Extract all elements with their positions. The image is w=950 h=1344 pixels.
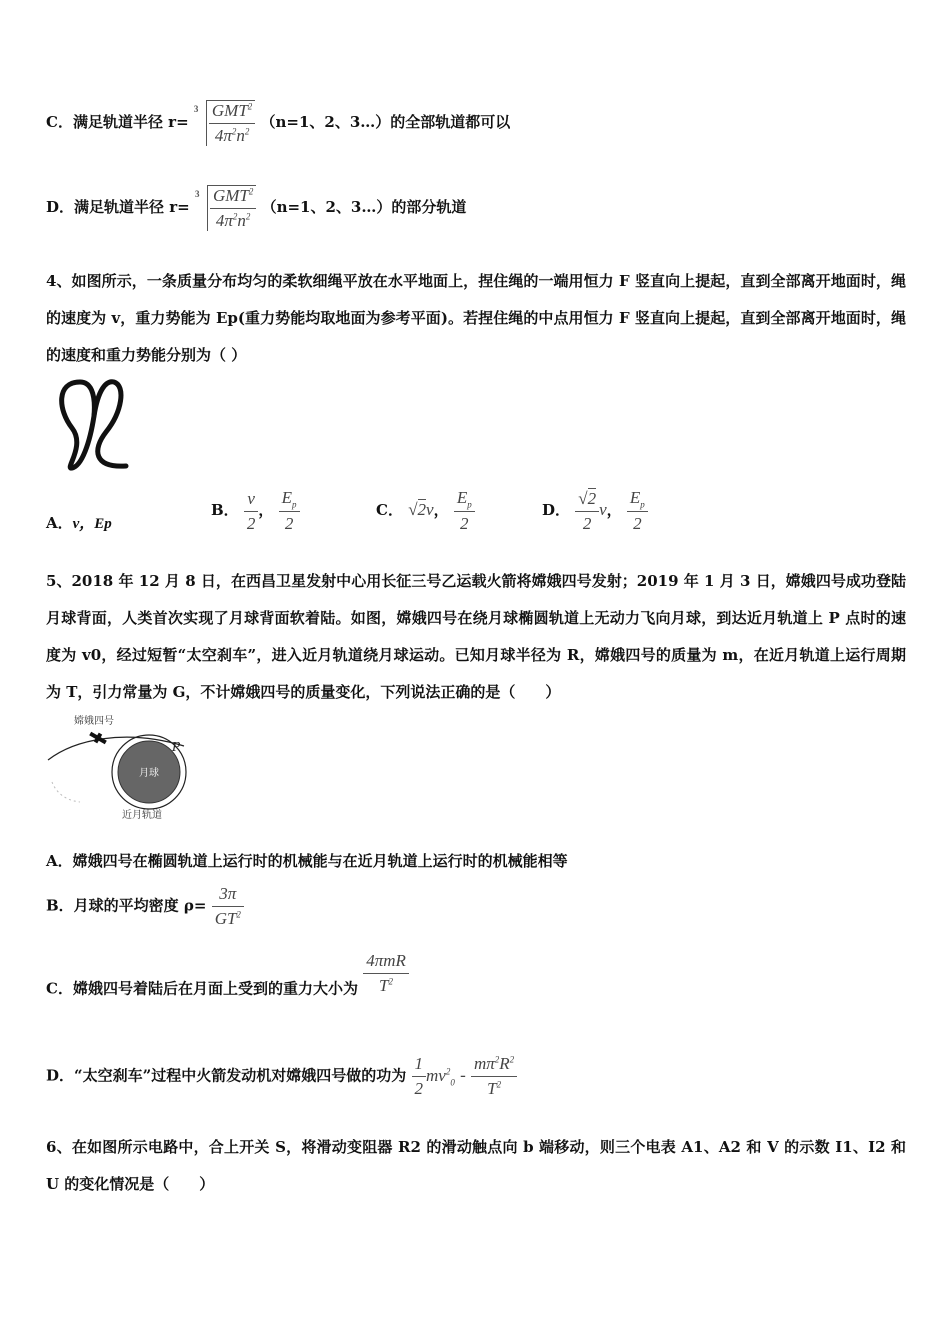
q5-option-d: D．“太空刹车”过程中火箭发动机对嫦娥四号做的功为 $\frac{1}{2}$ $mv^2_0$ - $\frac{m\pi^2R^2}{T^2}$ <box>46 1054 517 1099</box>
q5-option-c: C．嫦娥四号着陆后在月面上受到的重力大小为 $\frac{\text{4πmR}}{T^2}$ <box>46 967 409 1012</box>
q5-option-b: B．月球的平均密度 ρ= $\frac{3\pi}{GT^2}$ <box>46 884 244 929</box>
q5-lunar-orbit-figure <box>44 712 194 822</box>
q6-question-text: 6、在如图所示电路中，合上开关 S，将滑动变阻器 R2 的滑动触点向 b 端移动，则三个电表 A1、A2 和 V 的示数 I1、I2 和 U 的变化情况是（ ） <box>46 1138 906 1193</box>
q3-option-d-label: D．满足轨道半径 r= <box>46 198 190 216</box>
q4-option-c: C． √2v， $\frac{E_p}{2}$ <box>376 488 475 534</box>
q3-option-c-label: C．满足轨道半径 r= <box>46 113 189 131</box>
q5-question-text: 5、2018 年 12 月 8 日，在西昌卫星发射中心用长征三号乙运载火箭将嫦娥四号发射；2019 年 1 月 3 日，嫦娥四号成功登陆月球背面，人类首次实现了月球背面软着陆。如图，嫦娥四号在绕月球椭圆轨道上无动力飞向月球，到达近月轨道上 P 点时的速度为 v0，经过短暂“太空刹车”，进入近月轨道绕月球运动。已知月球半径为 R，嫦娥四号的质量为 m，在近月轨道上运行周期为 T，引力常量为 G，不计嫦娥四号的质量变化，下列说法正确的是（ ） <box>46 572 906 701</box>
q3-option-d <box>46 185 466 231</box>
q3-option-c <box>46 100 510 146</box>
q4-option-b: B． $\frac{v}{2}$ ， $\frac{E_p}{2}$ <box>211 488 300 534</box>
q3-option-d-suffix: （n=1、2、3…）的部分轨道 <box>261 198 467 216</box>
moon-label: 月球 <box>139 768 159 779</box>
orbit-label: 近月轨道 <box>122 810 162 821</box>
probe-label: 嫦娥四号 <box>74 716 114 727</box>
q4-rope-figure <box>50 376 130 474</box>
q4-option-a: A．v，Ep <box>46 514 112 532</box>
q5-option-a: A．嫦娥四号在椭圆轨道上运行时的机械能与在近月轨道上运行时的机械能相等 <box>46 852 568 870</box>
q3-option-c-suffix: （n=1、2、3…）的全部轨道都可以 <box>260 113 511 131</box>
q4-question-text: 4、如图所示，一条质量分布均匀的柔软细绳平放在水平地面上，捏住绳的一端用恒力 F 竖直向上提起，直到全部离开地面时，绳的速度为 v，重力势能为 Ep(重力势能均取地面为参考平面)。若捏住绳的中点用恒力 F 竖直向上提起，直到全部离开地面时，绳的速度和重力势能分别为（ ） <box>46 272 906 364</box>
point-p-label: P <box>172 740 181 754</box>
q3-option-c-formula: 3 $\frac{GMT^2}{4\pi^2n^2}$ <box>194 100 255 146</box>
q4-option-d: D． $\frac{√2}{2}$ v， $\frac{E_p}{2}$ <box>542 488 648 534</box>
q3-option-d-formula: 3 $\frac{GMT^2}{4\pi^2n^2}$ <box>195 185 256 231</box>
q4-option-a-value: v，Ep <box>72 516 112 532</box>
